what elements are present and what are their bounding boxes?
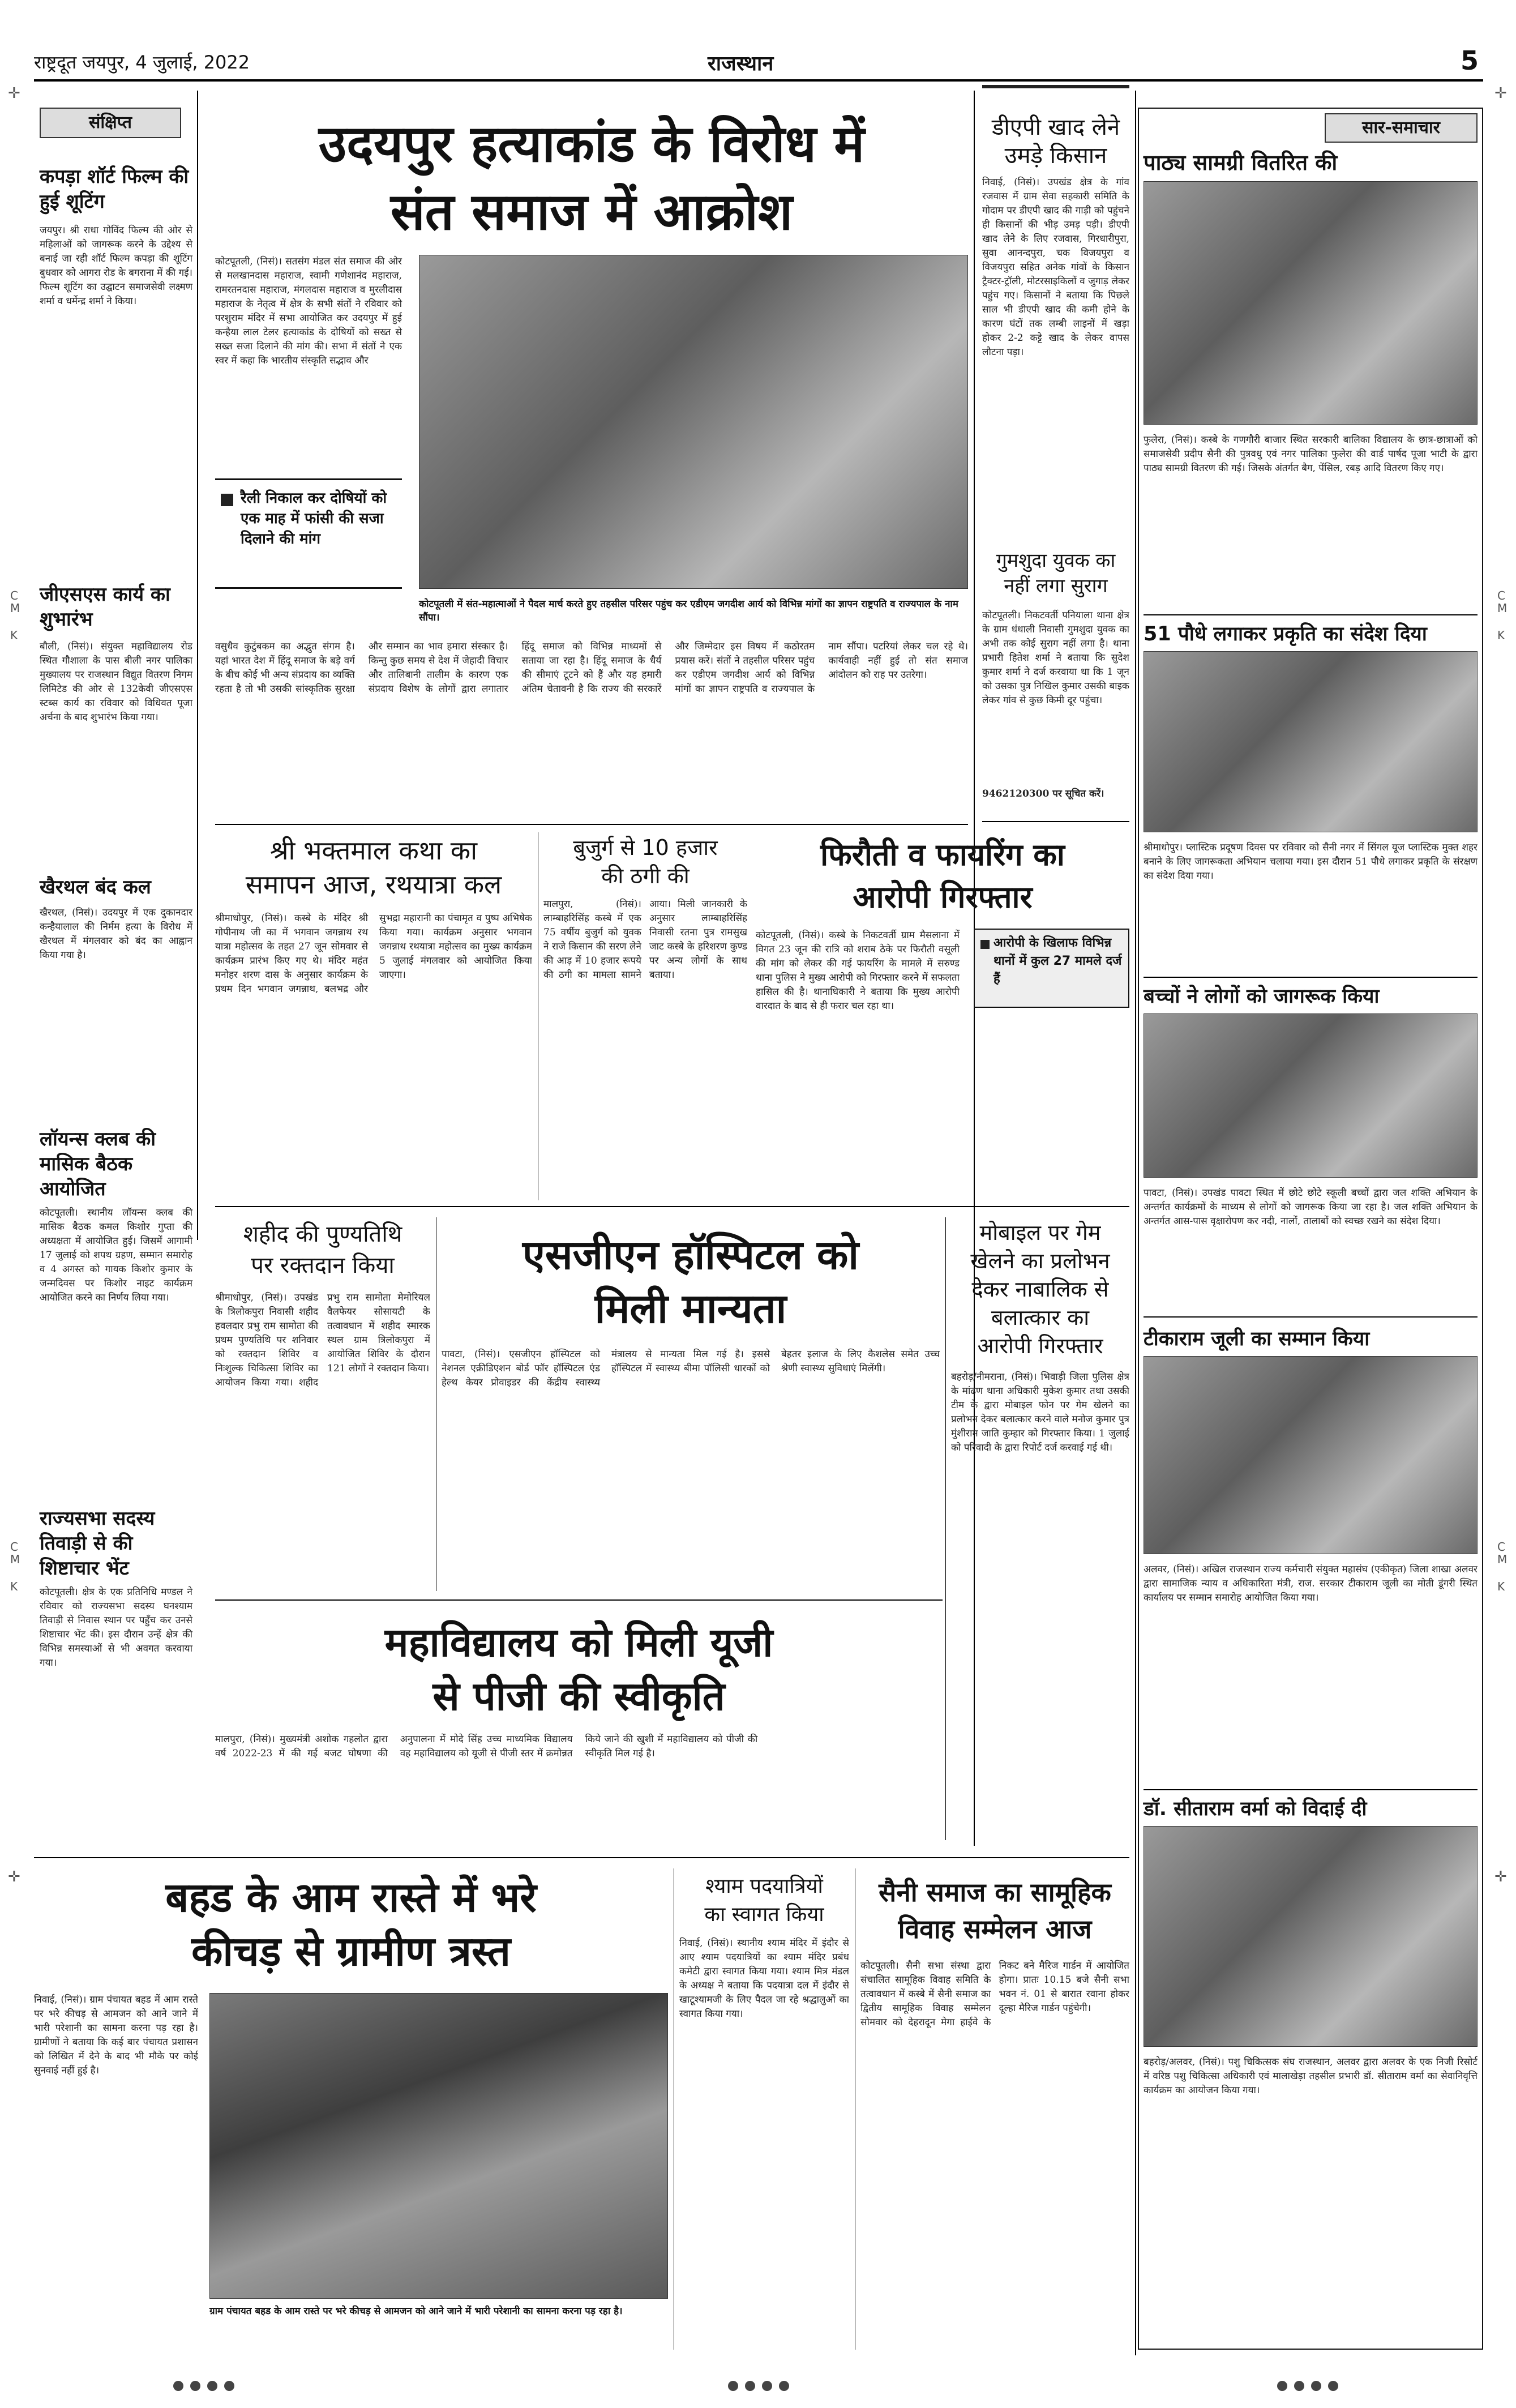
dot-icon	[173, 2381, 183, 2391]
dap-headline-2: उमड़े किसान	[1004, 143, 1107, 169]
reg-mark-k: K	[1497, 1580, 1505, 1593]
bullet-square-icon	[980, 940, 990, 949]
dot-icon	[1294, 2381, 1304, 2391]
ugc-headline: महाविद्यालय को मिली यूजी	[384, 1619, 773, 1666]
sitaram-photo	[1144, 1826, 1478, 2047]
sitaram-headline: डॉ. सीताराम वर्मा को विदाई दी	[1144, 1798, 1367, 1820]
dot-icon	[1328, 2381, 1338, 2391]
missing-headline-2: नहीं लगा सुराग	[1004, 575, 1108, 597]
tikaram-headline: टीकाराम जूली का सम्मान किया	[1144, 1328, 1370, 1350]
fraud-headline-2: की ठगी की	[601, 863, 690, 888]
plants-photo	[1144, 651, 1478, 832]
mobile-headline-2: खेलने का प्रलोभन	[970, 1248, 1110, 1273]
sitaram-text: बहरोड़/अलवर, (निसं)। पशु चिकित्सक संघ राजस्थान, अलवर द्वारा अलवर के एक निजी रिसोर्ट में वरिष्ठ पशु चिकित्सा अधिकारी एवं मालाखेड़ा तहसील प्रभारी डॉ. सीताराम वर्मा का सेवानिवृत्ति कार्यक्रम का आयोजन किया गया।	[1144, 2056, 1478, 2096]
section-rule	[34, 1857, 1129, 1858]
firing-headline-2: आरोपी गिरफ्तार	[853, 879, 1033, 915]
shyam-headline: श्याम पदयात्रियों	[705, 1875, 823, 1898]
firing-box-text: आरोपी के खिलाफ विभिन्न थानों में कुल 27 मामले दर्ज हैं	[993, 936, 1122, 986]
kids-headline: बच्चों ने लोगों को जागरूक किया	[1144, 985, 1380, 1008]
lead-bottom-rule	[215, 824, 968, 825]
section-rule	[215, 1599, 943, 1601]
hospital-text: पावटा, (निसं)। एसजीएन हॉस्पिटल को नेशनल एक्रीडिएशन बोर्ड फॉर हॉस्पिटल एंड हेल्थ केयर प्रोवाइडर की केंद्रीय स्वास्थ्य मंत्रालय से मान्यता मिल गई है। इससे हॉस्पिटल में स्वास्थ्य बीमा पॉलिसी धारकों को बेहतर इलाज के लिए कैशलेस समेत उच्च श्रेणी स्वास्थ्य सुविधाएं मिलेंगी।	[442, 1349, 940, 1388]
left-col-label: संक्षिप्त	[40, 108, 181, 138]
reg-mark-k: K	[10, 1580, 18, 1593]
saini-text: कोटपूतली। सैनी सभा संस्था द्वारा संचालित सामूहिक विवाह समिति के तत्वावधान में कस्बे में सैनी समाज का द्वितीय सामूहिक विवाह सम्मेलन सोमवार को देहरादून मेगा हाईवे के निकट बने मैरिज गार्डन में आयोजित होगा। प्रातः 10.15 बजे सैनी सभा भवन नं. 01 से बारात रवाना होकर दूल्हा मैरिज गार्डन पहुंचेगी।	[860, 1960, 1129, 2028]
col-divider	[1135, 91, 1136, 2355]
lead-photo	[419, 255, 968, 589]
brief-title-1: कपड़ा शॉर्ट फिल्म की हुई शूटिंग	[40, 165, 189, 213]
lead-body: कोटपूतली, (निसं)। सतसंग मंडल संत समाज की ओर से मलखानदास महाराज, स्वामी गणेशानंद महाराज, रामरतनदास महाराज, मंगलदास महाराज व मुरलीदास महाराज के नेतृत्व में क्षेत्र के सभी संतों ने रविवार को परशुराम मंदिर में सभा आयोजित कर उदयपुर में हुई कन्हैया लाल टेलर हत्याकांड के दोषियों को सख्त से सख्त सजा दिलाने की मांग की। सभा में संतों ने एक स्वर में कहा कि भारतीय संस्कृति सद्भाव और	[215, 256, 402, 366]
firing-headline: फिरौती व फायरिंग का	[820, 837, 1065, 872]
left-col-divider	[197, 91, 198, 1240]
mud-photo	[209, 1993, 668, 2299]
firing-text: कोटपूतली, (निसं)। कस्बे के निकटवर्ती ग्राम मैसलाना में विगत 23 जून की रात्रि को शराब ठेके पर फिरौती वसूली की मांग को लेकर की गई फायरिंग के मामले में सरुण्ड थाना पुलिस ने मुख्य आरोपी को गिरफ्तार करने में सफलता हासिल की है। थानाधिकारी ने बताया कि मुख्य आरोपी वारदात के बाद से ही फरार चल रहा था।	[756, 930, 960, 1012]
bhaktamal-text: श्रीमाधोपुर, (निसं)। कस्बे के मंदिर श्री गोपीनाथ जी का में भगवान जगन्नाथ रथ यात्रा महोत्सव के तहत 27 जून सोमवार से कार्यक्रम प्रारंभ किए गए थे। मंदिर महंत मनोहर शरण दास के अनुसार कार्यक्रम के प्रथम दिन भगवान जगन्नाथ, बलभद्र और सुभद्रा महारानी का पंचामृत व पुष्प अभिषेक किया गया। कार्यक्रम अनुसार भगवान जगन्नाथ रथयात्रा महोत्सव का मुख्य कार्यक्रम 5 जुलाई मंगलवार को आयोजित किया जाएगा।	[215, 913, 532, 995]
martyr-headline: शहीद की पुण्यतिथि	[243, 1221, 402, 1247]
plants-headline: 51 पौधे लगाकर प्रकृति का संदेश दिया	[1144, 623, 1427, 645]
dot-icon	[762, 2381, 772, 2391]
lead-headline: उदयपुर हत्याकांड के विरोध में	[318, 114, 865, 174]
tikaram-text: अलवर, (निसं)। अखिल राजस्थान राज्य कर्मचारी संयुक्त महासंघ (एकीकृत) जिला शाखा अलवर द्वारा सामाजिक न्याय व अधिकारिता मंत्री, राज. सरकार टीकाराम जूली का मोती डूंगरी स्थित कार्यालय पर सम्मान समारोह आयोजित किया गया।	[1144, 1564, 1478, 1603]
hospital-headline-2: मिली मान्यता	[594, 1285, 787, 1332]
dot-icon	[1277, 2381, 1287, 2391]
reg-mark-c: C	[1497, 589, 1505, 602]
section-rule	[215, 1206, 1129, 1207]
reg-mark-m: M	[1497, 601, 1508, 615]
dot-icon	[779, 2381, 789, 2391]
brief-title-2: जीएसएस कार्य का शुभारंभ	[40, 583, 170, 631]
brief-text-5: कोटपूतली। क्षेत्र के एक प्रतिनिधि मण्डल ने रविवार को राज्यसभा सदस्य घनश्याम तिवाड़ी से निवास स्थान पर पहुँच कर उनसे शिष्टाचार भेंट की। इस दौरान उन्हें क्षेत्र की विभिन्न समस्याओं से भी अवगत करवाया गया।	[40, 1586, 192, 1669]
brief-text-4: कोटपूतली। स्थानीय लॉयन्स क्लब की मासिक बैठक कमल किशोर गुप्ता की अध्यक्षता में आयोजित हुई। जिसमें आगामी 17 जुलाई को शपथ ग्रहण, सम्मान समारोह व 4 अगस्त को गायक किशोर कुमार के जन्मदिवस पर किशोर नाइट कार्यक्रम आयोजित करने का निर्णय लिया गया।	[40, 1207, 192, 1303]
masthead-section: राजस्थान	[708, 52, 774, 75]
books-text: फुलेरा, (निसं)। कस्बे के गणगौरी बाजार स्थित सरकारी बालिका विद्यालय के छात्र-छात्राओं को समाजसेवी प्रदीप सैनी की पुत्रवधु एवं नगर पालिका फुलेरा की वार्ड पार्षद पूजा भाटी के द्वारा पाठ्य सामग्री वितरण की गई। जिसके अंतर्गत बैग, पेंसिल, रबड़ आदि वितरण किए गए।	[1144, 434, 1478, 474]
hospital-headline: एसजीएन हॉस्पिटल को	[523, 1231, 859, 1278]
brief-title-4: लॉयन्स क्लब की मासिक बैठक आयोजित	[40, 1128, 156, 1200]
reg-mark-c: C	[10, 589, 18, 602]
fraud-text: मालपुरा, (निसं)। लाम्बाहरिसिंह कस्बे में एक 75 वर्षीय बुजुर्ग को युवक ने राजे किसान की सरण लेने की आड़ में 10 हजार रूपये की ठगी का मामला सामने आया। मिली जानकारी के अनुसार लाम्बाहरिसिंह निवासी रतना पुत्र रामसुख जाट कस्बे के हरिशरण कुण्ड पर अन्य लोगों के साथ बताया।	[543, 899, 747, 981]
crosshair-icon: ✛	[8, 85, 20, 102]
saini-headline-2: विवाह सम्मेलन आज	[898, 1914, 1092, 1944]
brief-text-1: जयपुर। श्री राधा गोविंद फिल्म की ओर से महिलाओं को जागरूक करने के उद्देश्य से बनाई जा रही शॉर्ट फिल्म कपड़ा की शूटिंग बुधवार को आगरा रोड के बगराना में की गई। फिल्म शूटिंग का उद्घाटन समाजसेवी लक्ष्मण शर्मा व धर्मेन्द्र शर्मा ने किया।	[40, 225, 192, 307]
mud-headline: बहड के आम रास्ते में भरे	[165, 1874, 537, 1921]
dot-icon	[207, 2381, 217, 2391]
section-rule	[982, 821, 1129, 822]
section-rule	[1144, 977, 1478, 978]
shyam-text: निवाई, (निसं)। स्थानीय श्याम मंदिर में इंदौर से आए श्याम पदयात्रियों का श्याम मंदिर प्रबंध कमेटी द्वारा स्वागत किया गया। श्याम मित्र मंडल के अध्यक्ष ने बताया कि पदयात्रा दल में इंदौर से खाटूश्यामजी के लिए पैदल जा रहे श्रद्धालुओं का स्वागत किया गया।	[679, 1937, 849, 2020]
mobile-headline: मोबाइल पर गेम	[979, 1220, 1101, 1245]
mud-text: निवाई, (निसं)। ग्राम पंचायत बहड में आम रास्ते पर भरे कीचड़ से आमजन को आने जाने में भारी परेशानी का सामना करना पड़ रहा है। ग्रामीणों ने बताया कि कई बार पंचायत प्रशासन को लिखित में देने के बाद भी मौके पर कोई सुनवाई नहीं हुई है।	[34, 1994, 198, 2076]
mobile-headline-4: बलात्कार का	[991, 1305, 1090, 1330]
crosshair-icon: ✛	[1494, 85, 1507, 102]
mobile-text: बहरोड़/नीमराना, (निसं)। भिवाड़ी जिला पुलिस क्षेत्र के मांढण थाना अधिकारी मुकेश कुमार तथा उसकी टीम के द्वारा मोबाइल फोन पर गेम खेलने का प्रलोभन देकर बलात्कार करने वाले मनोज कुमार पुत्र मुंशीराम जाति कुम्हार को गिरफ्तार किया। 1 जुलाई को परिवादी के द्वारा रिपोर्ट दर्ज करवाई गई थी।	[951, 1371, 1129, 1453]
dot-icon	[745, 2381, 755, 2391]
dot-icon	[190, 2381, 200, 2391]
footer-dots-right	[1274, 2381, 1342, 2393]
dot-icon	[224, 2381, 234, 2391]
reg-mark-c: C	[1497, 1540, 1505, 1554]
ugc-headline-2: से पीजी की स्वीकृति	[432, 1673, 725, 1720]
tikaram-photo	[1144, 1356, 1478, 1554]
brief-text-3: खैरथल, (निसं)। उदयपुर में एक दुकानदार कन्हैयालाल की निर्मम हत्या के विरोध में खैरथल में मंगलवार को बंद का आह्वान किया गया है।	[40, 907, 192, 961]
shyam-headline-2: का स्वागत किया	[704, 1903, 824, 1926]
plants-text: श्रीमाधोपुर। प्लास्टिक प्रदूषण दिवस पर रविवार को सैनी नगर में सिंगल यूज प्लास्टिक मुक्त शहर बनाने के लिए जागरूकता अभियान चलाया गया। इस दौरान 51 पौधे लगाकर प्रकृति के संरक्षण का संदेश दिया गया।	[1144, 842, 1478, 882]
mud-headline-2: कीचड़ से ग्रामीण त्रस्त	[191, 1927, 511, 1975]
ugc-text: मालपुरा, (निसं)। मुख्यमंत्री अशोक गहलोत द्वारा वर्ष 2022-23 में की गई बजट घोषणा की अनुपालना में मोदे सिंह उच्च माध्यमिक विद्यालय वह महाविद्यालय को यूजी से पीजी स्तर में क्रमोन्नत किये जाने की खुशी में महाविद्यालय को पीजी की स्वीकृति मिल गई है।	[215, 1734, 758, 1759]
reg-mark-k: K	[1497, 628, 1505, 642]
kids-photo	[1144, 1013, 1478, 1178]
lead-headline-2: संत समाज में आक्रोश	[390, 182, 793, 242]
dot-icon	[1311, 2381, 1321, 2391]
mobile-headline-3: देकर नाबालिक से	[971, 1277, 1109, 1302]
saini-headline: सैनी समाज का सामूहिक	[879, 1877, 1111, 1907]
right-col-label: सार-समाचार	[1325, 113, 1478, 143]
bhaktamal-headline: श्री भक्तमाल कथा का	[269, 835, 478, 866]
section-rule	[1144, 1316, 1478, 1318]
fraud-headline: बुजुर्ग से 10 हजार	[573, 835, 718, 860]
section-rule	[1144, 1789, 1478, 1790]
bhaktamal-headline-2: समापन आज, रथयात्रा कल	[245, 869, 502, 900]
dap-headline: डीएपी खाद लेने	[991, 114, 1120, 140]
col-divider	[945, 1217, 946, 1840]
lead-continued: वसुधैव कुटुंबकम का अद्भुत संगम है। यहां भारत देश में हिंदू समाज के बड़े वर्ग के बीच कोई भी अन्य संप्रदाय का व्यक्ति रहता है तो भी उसकी सांस्कृतिक सुरक्षा और सम्मान का भाव हमारा संस्कार है। किन्तु कुछ समय से देश में जेहादी विचार और तालिबानी तालीम के कारण एक संप्रदाय विशेष के लोगों द्वारा लगातार हिंदू समाज को विभिन्न माध्यमों से सताया जा रहा है। हिंदू समाज के धैर्य की सीमाएं टूटने को हैं और यह हमारी अंतिम चेतावनी है कि राज्य की सरकारें और जिम्मेदार इस विषय में कठोरतम प्रयास करें। संतों ने तहसील परिसर पहुंच कर एडीएम जगदीश आर्य को विभिन्न मांगों का ज्ञापन राष्ट्रपति व राज्यपाल के नाम सौंपा। पटरियां लेकर चल रहे थे। कार्यवाही नहीं हुई तो संत समाज आंदोलन को राह पर उतरेगा।	[215, 641, 968, 695]
crosshair-icon: ✛	[1494, 1868, 1507, 1885]
footer-dots-left	[170, 2381, 238, 2393]
lead-pullquote: रैली निकाल कर दोषियों को एक माह में फांसी की सजा दिलाने की मांग	[241, 490, 387, 548]
books-headline: पाठ्य सामग्री वितरित की	[1144, 150, 1338, 175]
page-number: 5	[1461, 45, 1479, 76]
crosshair-icon: ✛	[8, 1868, 20, 1885]
dot-icon	[728, 2381, 738, 2391]
dap-text: निवाई, (निसं)। उपखंड क्षेत्र के गांव रजवास में ग्राम सेवा सहकारी समिति के गोदाम पर डीएपी खाद की गाड़ी को पहुंचने ही किसानों की भीड़ उमड़ पड़ी। डीएपी खाद लेने के लिए रजवास, गिरधारीपुरा, सुवा आनन्दपुरा, चक विजयपुरा व विजयपुरा सहित अनेक गांवों के किसान ट्रैक्टर-ट्रॉली, मोटरसाइकिलों व जुगाड़ लेकर पहुंच गए। किसानों ने बताया कि पिछले साल भी डीएपी खाद की कमी होने के कारण घंटों तक लम्बी लाइनों में खड़ा होकर 2-2 कट्टे खाद के लेकर वापस लौटना पड़ा।	[982, 177, 1129, 358]
kids-text: पावटा, (निसं)। उपखंड पावटा स्थित में छोटे छोटे स्कूली बच्चों द्वारा जल शक्ति अभियान के अन्तर्गत कार्यक्रमों के माध्यम से लोगों को जागरूक किया जा रहा है। जल शक्ति अभियान के अन्तर्गत आस-पास वृक्षारोपण कर नदी, नालों, तालाबों को स्वच्छ रखने का संदेश दिया।	[1144, 1187, 1478, 1227]
books-photo	[1144, 181, 1478, 425]
brief-text-2: बौली, (निसं)। संयुक्त महाविद्यालय रोड स्थित गौशाला के पास बीली नगर पालिका मुख्यालय पर राजस्थान विद्युत वितरण निगम लिमिटेड की ओर से 132केवी जीएसएस स्टब्स कार्य का रविवार को विधिवत पूजा अर्चना के बाद शुभारंभ किया गया।	[40, 641, 192, 723]
reg-mark-m: M	[10, 1552, 20, 1566]
missing-headline: गुमशुदा युवक का	[996, 549, 1116, 572]
martyr-headline-2: पर रक्तदान किया	[251, 1252, 395, 1278]
reg-mark-c: C	[10, 1540, 18, 1554]
missing-phone: 9462120300 पर सूचित करें।	[982, 788, 1104, 799]
reg-mark-k: K	[10, 628, 18, 642]
masthead-rule	[34, 79, 1483, 82]
brief-title-3: खैरथल बंद कल	[40, 876, 151, 899]
mobile-headline-5: आरोपी गिरफ्तार	[977, 1333, 1103, 1358]
brief-title-5: राज्यसभा सदस्य तिवाड़ी से की शिष्टाचार भेंट	[40, 1507, 155, 1580]
dap-headline-bar	[982, 85, 1129, 88]
section-rule	[1144, 614, 1478, 615]
martyr-text: श्रीमाधोपुर, (निसं)। उपखंड के त्रिलोकपुरा निवासी शहीद हवलदार प्रभु राम सामोता की प्रथम पुण्यतिथि पर शनिवार को रक्तदान शिविर व निःशुल्क चिकित्सा शिविर का आयोजन किया गया। शहीद प्रभु राम सामोता मेमोरियल वैलफेयर सोसायटी के तत्वावधान में शहीद स्मारक स्थल ग्राम त्रिलोकपुरा में आयोजित शिविर के दौरान 121 लोगों ने रक्तदान किया।	[215, 1292, 430, 1388]
masthead-date: राष्ट्रदूत जयपुर, 4 जुलाई, 2022	[34, 52, 250, 73]
footer-dots-mid	[725, 2381, 793, 2393]
reg-mark-m: M	[1497, 1552, 1508, 1566]
mud-photo-caption: ग्राम पंचायत बहड के आम रास्ते पर भरे कीचड़ से आमजन को आने जाने में भारी परेशानी का सामना करना पड़ रहा है।	[209, 2306, 623, 2317]
missing-text: कोटपूतली। निकटवर्ती पनियाला थाना क्षेत्र के ग्राम धंधाली निवासी गुमशुदा युवक का अभी तक कोई सुराग नहीं लगा है। थाना प्रभारी हितेश शर्मा ने बताया कि सुदेश कुमार शर्मा ने दर्ज करवाया था कि 1 जून को उसका पुत्र निखिल कुमार उसकी बाइक लेकर गांव से कुछ किमी दूर पहुंचा।	[982, 610, 1129, 706]
bullet-square-icon	[221, 494, 233, 506]
reg-mark-m: M	[10, 601, 20, 615]
lead-photo-caption: कोटपूतली में संत-महात्माओं ने पैदल मार्च करते हुए तहसील परिसर पहुंच कर एडीएम जगदीश आर्य को विभिन्न मांगों का ज्ञापन राष्ट्रपति व राज्यपाल के नाम सौंपा।	[419, 598, 958, 623]
